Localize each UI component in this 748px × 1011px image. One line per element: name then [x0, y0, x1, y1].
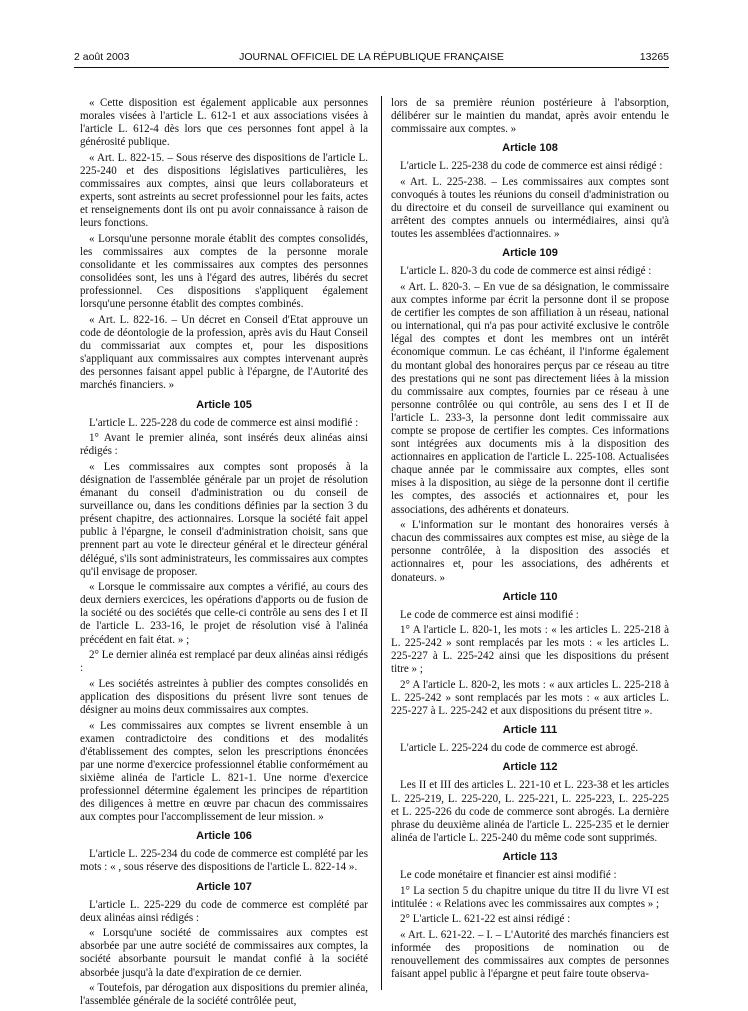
right-column	[391, 97, 669, 984]
paragraph: 2° A l'article L. 820-2, les mots : « aux articles L. 225-218 à L. 225-242 » sont remplacés par les mots : « aux articles L. 225-227 à L. 225-242 et aux dispositions du présent titre ».	[391, 679, 669, 718]
paragraph: « Art. L. 820-3. – En vue de sa désignation, le commissaire aux comptes informe par écrit la personne dont il se propose de certifier les comptes de son affiliation à un réseau, national ou international, qui n'a pas pour activité exclusive le contrôle légal des comptes et dont les membres ont un intérêt économique commun. Le cas échéant, il l'informe également du montant global des honoraires perçus par ce réseau au titre des prestations qui ne sont pas directement liées à la mission du commissaire aux comptes, fournies par ce réseau à une personne contrôlée ou qui contrôle, au sens des I et II de l'article L. 233-3, la personne dont ledit commissaire aux compte se propose de certifier les comptes. Ces informations sont intégrées aux documents mis à la disposition des actionnaires en application de l'article L. 225-108. Actualisées chaque année par le commissaire aux comptes, elles sont mises à la disposition, au siège de la personne dont il certifie les comptes, des associés et actionnaires et, pour les associations, des adhérents et donateurs.	[391, 280, 669, 516]
paragraph: Les II et III des articles L. 221-10 et L. 223-38 et les articles L. 225-219, L. 225-220, L. 225-221, L. 225-223, L. 225-225 et L. 225-226 du code de commerce sont abrogés. La dernière phrase du deuxième alinéa de l'article L. 225-235 et le dernier alinéa de l'article L. 225-240 du même code sont supprimés.	[391, 779, 669, 844]
article-heading: Article 113	[502, 850, 558, 863]
paragraph: « Les sociétés astreintes à publier des comptes consolidés en application des dispositions du présent livre sont tenues de désigner au moins deux commissaires aux comptes.	[80, 677, 368, 717]
page-header	[74, 51, 669, 67]
header-title: JOURNAL OFFICIEL DE LA RÉPUBLIQUE FRANÇAISE	[239, 51, 504, 63]
header-date: 2 août 2003	[74, 51, 130, 63]
article-heading: Article 108	[502, 142, 558, 155]
article-heading: Article 105	[196, 398, 252, 411]
header-rule	[74, 67, 669, 68]
paragraph: « Cette disposition est également applicable aux personnes morales visées à l'article L. 612-1 et aux associations visées à l'article L. 612-4 dès lors que ces personnes font appel à la générosité publique.	[80, 97, 368, 149]
paragraph: lors de sa première réunion postérieure à l'absorption, délibérer sur le maintien du mandat, après avoir entendu le commissaire aux comptes. »	[391, 97, 669, 136]
paragraph: 1° Avant le premier alinéa, sont insérés deux alinéas ainsi rédigés :	[80, 432, 368, 458]
article-heading: Article 106	[196, 830, 252, 843]
paragraph: « Lorsqu'une société de commissaires aux comptes est absorbée par une autre société de commissaires aux comptes, la société absorbante poursuit le mandat confié à la société absorbée jusqu'à la date d'expiration de ce dernier.	[80, 927, 368, 979]
paragraph: « Les commissaires aux comptes se livrent ensemble à un examen contradictoire des conditions et des modalités d'établissement des comptes, selon les prescriptions énoncées par une norme d'exercice professionnel établie conformément au sixième alinéa de l'article L. 821-1. Une norme d'exercice professionnel détermine également les principes de répartition des diligences à mettre en œuvre par chacun des commissaires aux comptes pour l'accomplissement de leur mission. »	[80, 719, 368, 824]
paragraph: 1° A l'article L. 820-1, les mots : « les articles L. 225-218 à L. 225-242 » sont remplacés par les mots : « les articles L. 225-227 à L. 225-242 ainsi que les dispositions du présent titre » ;	[391, 624, 669, 676]
paragraph: L'article L. 225-229 du code de commerce est complété par deux alinéas ainsi rédigés :	[80, 898, 368, 924]
paragraph: « Art. L. 822-15. – Sous réserve des dispositions de l'article L. 225-240 et des dispositions législatives particulières, les commissaires aux comptes, ainsi que leurs collaborateurs et experts, sont astreints au secret professionnel pour les faits, actes et renseignements dont ils ont pu avoir connaissance à raison de leurs fonctions.	[80, 151, 368, 230]
paragraph: Le code monétaire et financier est ainsi modifié :	[400, 868, 617, 881]
paragraph: 2° L'article L. 621-22 est ainsi rédigé :	[400, 913, 571, 926]
paragraph: L'article L. 820-3 du code de commerce est ainsi rédigé :	[400, 265, 652, 278]
paragraph: L'article L. 225-238 du code de commerce est ainsi rédigé :	[400, 160, 663, 173]
paragraph: 2° Le dernier alinéa est remplacé par deux alinéas ainsi rédigés :	[80, 649, 368, 675]
paragraph: « Art. L. 822-16. – Un décret en Conseil d'Etat approuve un code de déontologie de la profession, après avis du Haut Conseil du commissariat aux comptes et, pour les dispositions s'appliquant aux commissaires aux comptes intervenant auprès des personnes faisant appel public à l'épargne, de l'Autorité des marchés financiers. »	[80, 314, 368, 392]
paragraph: Le code de commerce est ainsi modifié :	[400, 608, 579, 621]
paragraph: L'article L. 225-224 du code de commerce est abrogé.	[400, 742, 639, 755]
paragraph: « Lorsqu'une personne morale établit des comptes consolidés, les commissaires aux comptes de la personne morale consolidante et les commissaires aux comptes des personnes consolidées sont, les uns à l'égard des autres, libérés du secret professionnel. Ces dispositions s'appliquent également lorsqu'une personne établit des comptes combinés.	[80, 232, 368, 311]
page-number: 13265	[639, 51, 669, 63]
article-heading: Article 110	[502, 590, 558, 603]
paragraph: « Les commissaires aux comptes sont proposés à la désignation de l'assemblée générale par un projet de résolution émanant du conseil d'administration ou du conseil de surveillance ou, dans les conditions définies par la section 3 du présent chapitre, des actionnaires. Lorsque la société fait appel public à l'épargne, le conseil d'administration choisit, sans que prennent part au vote le directeur général et le directeur général délégué, s'ils sont administrateurs, les commissaires aux comptes qu'il envisage de proposer.	[80, 460, 368, 578]
article-heading: Article 109	[502, 247, 558, 260]
paragraph: L'article L. 225-234 du code de commerce est complété par les mots : « , sous réserve des dispositions de l'article L. 822-14 ».	[80, 848, 368, 874]
article-heading: Article 107	[196, 880, 252, 893]
article-heading: Article 112	[502, 761, 558, 774]
paragraph: « Art. L. 225-238. – Les commissaires aux comptes sont convoqués à toutes les réunions du conseil d'administration ou du directoire et du conseil de surveillance qui examinent ou arrêtent des comptes annuels ou intermédiaires, ainsi qu'à toutes les assemblées d'actionnaires. »	[391, 175, 669, 241]
column-divider	[381, 96, 382, 990]
left-column	[80, 97, 368, 1011]
paragraph: « Art. L. 621-22. – I. – L'Autorité des marchés financiers est informée des propositions de nomination ou de renouvellement des commissaires aux comptes de personnes faisant appel public à l'épargne et peut faire toute observa-	[391, 928, 669, 981]
paragraph: « Lorsque le commissaire aux comptes a vérifié, au cours des deux derniers exercices, les opérations d'apports ou de fusion de la société ou des sociétés que celle-ci contrôle au sens des I et II de l'article L. 233-16, le projet de résolution visé à l'alinéa précédent en fait état. » ;	[80, 581, 368, 646]
paragraph: « L'information sur le montant des honoraires versés à chacun des commissaires aux comptes est mise, au siège de la personne contrôlée, à la disposition des associés et actionnaires et, pour les associations, des adhérents et donateurs. »	[391, 519, 669, 584]
paragraph: 1° La section 5 du chapitre unique du titre II du livre VI est intitulée : « Relations avec les commissaires aux comptes » ;	[391, 884, 669, 910]
paragraph: « Toutefois, par dérogation aux dispositions du premier alinéa, l'assemblée générale de la société contrôlée peut,	[80, 982, 368, 1008]
article-heading: Article 111	[502, 724, 558, 737]
paragraph: L'article L. 225-228 du code de commerce est ainsi modifié :	[89, 416, 359, 429]
